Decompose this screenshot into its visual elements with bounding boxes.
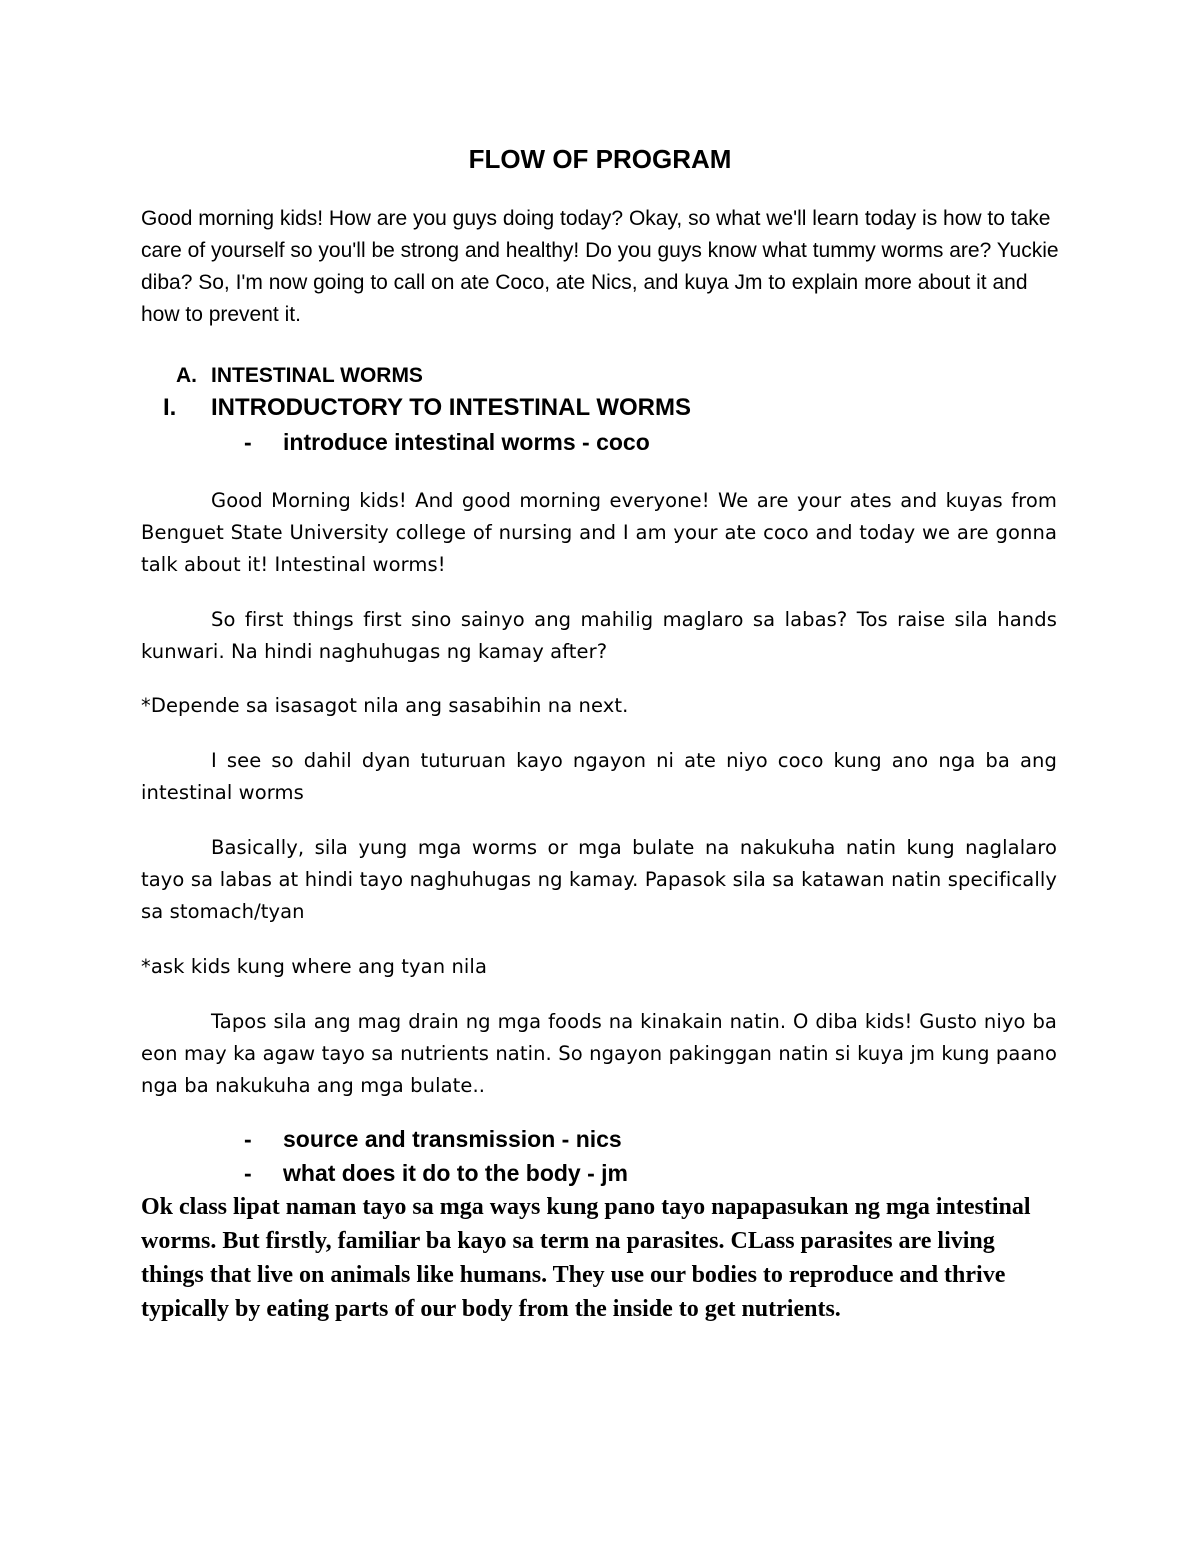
section-i-marker: I. [163,394,177,421]
bullet-text: source and transmission - nics [283,1126,622,1152]
bullet-dash: - [244,1126,252,1152]
script-paragraph: Tapos sila ang mag drain ng mga foods na kinakain natin. O diba kids! Gusto niyo ba eon may ka agaw tayo sa nutrients natin. So ngayon pakinggan natin si kuya jm kung paano nga ba nakukuha ang mga bulate.. [141,1010,1057,1097]
stage-note: *Depende sa isasagot nila ang sasabihin na next. [141,694,629,717]
bullet-dash: - [244,429,252,455]
script-paragraph: So first things first sino sainyo ang mahilig maglaro sa labas? Tos raise sila hands kunwari. Na hindi naghuhugas ng kamay after? [141,608,1057,663]
section-a-text: INTESTINAL WORMS [211,364,423,387]
bullet-text: introduce intestinal worms - coco [283,429,650,455]
section-a-marker: A. [176,364,197,387]
section-i-text: INTRODUCTORY TO INTESTINAL WORMS [211,394,692,421]
script-paragraph: Basically, sila yung mga worms or mga bulate na nakukuha natin kung naglalaro tayo sa labas at hindi tayo naghuhugas ng kamay. Papasok sila sa katawan natin specifically sa stomach/tyan [141,836,1057,923]
closing-paragraph: Ok class lipat naman tayo sa mga ways kung pano tayo napapasukan ng mga intestinal worms. But firstly, familiar ba kayo sa term na parasites. CLass parasites are living things that live on animals like humans. They use our bodies to reproduce and thrive typically by eating parts of our body from the inside to get nutrients. [141,1194,1031,1322]
bullet-dash: - [244,1160,252,1186]
stage-note: *ask kids kung where ang tyan nila [141,955,487,978]
script-paragraph: Good Morning kids! And good morning everyone! We are your ates and kuyas from Benguet State University college of nursing and I am your ate coco and today we are gonna talk about it! Intestinal worms! [141,489,1057,576]
script-paragraph: I see so dahil dyan tuturuan kayo ngayon ni ate niyo coco kung ano nga ba ang intestinal worms [141,749,1057,804]
intro-paragraph: Good morning kids! How are you guys doing today? Okay, so what we'll learn today is how to take care of yourself so you'll be strong and healthy! Do you guys know what tummy worms are? Yuckie diba? So, I'm now going to call on ate Coco, ate Nics, and kuya Jm to explain more about it and how to prevent it. [141,207,1059,326]
bullet-text: what does it do to the body - jm [283,1160,628,1186]
page-title: FLOW OF PROGRAM [468,144,732,174]
